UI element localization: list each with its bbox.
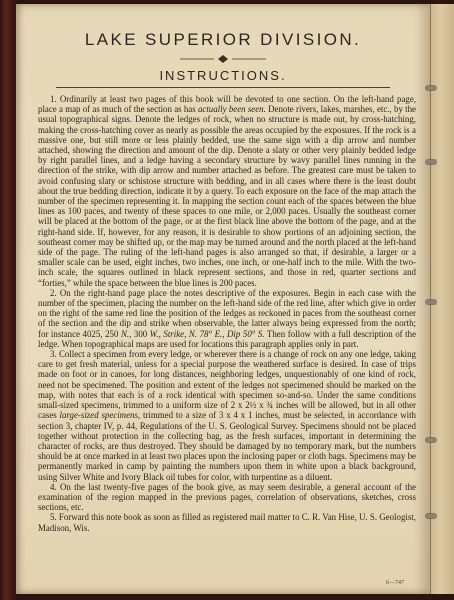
text-run: 2. On the right-hand page place the notes descriptive of the exposures. Begin in each case with the number of the specimen, placing the number on the left-hand side of the red line, after which give in order on the right of the same red line the position of the ledges as reckoned in paces from the southeast corner of the section and the dip and strike when observable, the latter always being expressed from the north; for instance 4025, 250 [38,287,416,339]
instruction-paragraph-3 [38,349,416,482]
instruction-paragraph-2 [38,288,416,349]
text-run: Then follow with a full description of the ledge. When topographical maps are used for locations this paragraph applies only in part. [38,328,417,349]
text-run: 1. Ordinarily at least two pages of this book will be devoted to one section. On the left-hand page, place a map of as much of the section as has [38,94,416,115]
text-run: , 300 [129,328,150,339]
instruction-page [16,4,430,594]
text-run: , [158,328,164,339]
italic-text-run: N. [120,328,130,339]
instructions-heading: INSTRUCTIONS. [159,68,287,83]
text-run: trimmed to a size of 3 x 4 x 1 inches, must be selected, in accordance with section 3, chapter IV, p. 44, Regulations of the U. S. Geological Survey. Specimens should not be placed together without protection in the collecting bag, as the fresh surfaces, important in determining the character of rocks, are thus destroyed. They should be damaged by no temporary mark, but the numbers should be at once marked in at least two places upon the inclosing paper or cloth bags. Specimens may be permanently marked in camp by painting the numbers upon them in white upon a black background, using Silver White and Ivory Black oil tubes for color, with turpentine as a diluent. [38,410,416,482]
adjacent-page-edge [430,4,454,594]
binding-stitch [426,86,436,90]
binding-stitch [426,300,436,304]
italic-text-run: actually been seen. [197,104,266,115]
instructions-body [38,94,416,533]
text-run: 5. Forward this note book as soon as filled as registered mail matter to C. R. Van Hise, U. S. Geologist, Madison, Wis. [38,512,416,533]
italic-text-run: Strike, N. 78° E., Dip 50° S. [163,328,265,339]
text-run: 4. On the last twenty-five pages of the book give, as may seem desirable, a general account of the examination of the region mapped in the previous pages, correlation of observations, sketches, cross sections, etc. [38,481,416,513]
binding-stitch [426,514,436,518]
instruction-paragraph-1 [38,94,416,288]
italic-text-run: W. [149,328,159,339]
italic-text-run: large-sized specimens, [59,410,141,421]
binding-stitch [426,160,436,164]
instruction-paragraph-4 [38,482,416,513]
instruction-paragraph-5 [38,512,416,532]
binding-stitch [426,438,436,442]
text-run: Denote rivers, lakes, marshes, etc., by the usual topographical signs. Denote the ledges of rock, when no structure is made out, by cross-hatching, making the cross-hatching cover as nearly as possible the areas occupied by the exposures. If the rock is a massive one, but still more or less plainly bedded, use the same sign with a dip arrow and number attached, showing the direction and amount of the dip. Denote a slaty or other very plainly bedded ledge by right parallel lines, and a ledge having a secondary structure by wavy parallel lines running in the direction of the strike, with dip arrow and number attached as before. The greatest care must be taken to avoid confusing slaty or schistose structure with bedding, and in all cases where there is the least doubt about the true bedding direction, indicate it by a query. To each exposure on the face of the map attach the number of the specimen representing it. In mapping the section count each of the spaces between the blue lines as 100 paces, and twenty of these spaces to one mile, or 2,000 paces. Usually the southeast corner will be placed at the bottom of the page, or at the first black line above the bottom of the page, and at the right-hand side. If, however, for any reason, it is desirable to show portions of an adjoining section, the southeast corner may be shifted up, or the map may be turned around and the north placed at the left-hand side of the page. The ruling of the left-hand pages is also arranged so that, if desirable, a larger or a smaller scale can be used, eight inches, two inches, one inch, or one-half inch to the mile. With the two-inch scale, the squares outlined in black represent sections, and those in red, quarter sections and “forties,” while the space between the blue lines is 200 paces. [38,104,416,288]
page-code: 6—747 [386,580,404,586]
heading-rule [56,87,390,88]
ornament-divider [178,54,268,64]
text-run: 3. Collect a specimen from every ledge, or wherever there is a change of rock on any one ledge, taking care to get fresh material, unless for a special purpose the weathered surface is desired. In case of trips made on foot or in canoes, for long distances, neighboring ledges, unquestionably of one kind of rock, need not be specimened. The position and extent of the ledges not specimened should be marked on the map, with notes that each is of a rock identical with specimen so-and-so. Under the same conditions small-sized specimens, trimmed to a uniform size of 2 x 2½ x ¾ inches will be allowed, but in all other cases [38,349,416,421]
page-title: LAKE SUPERIOR DIVISION. [84,30,362,49]
